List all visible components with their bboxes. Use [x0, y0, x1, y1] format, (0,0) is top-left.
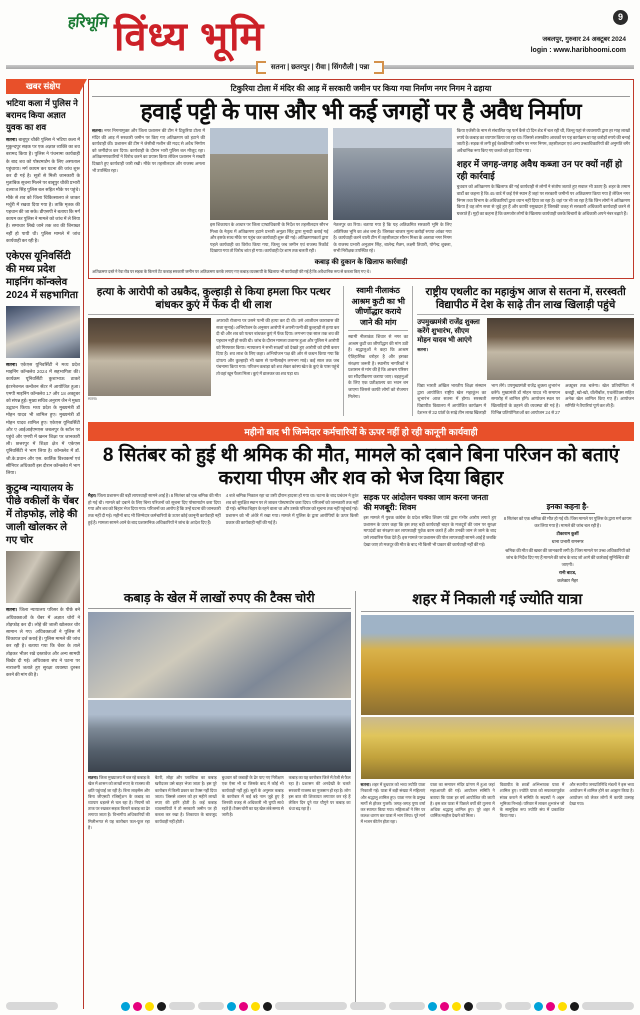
reg-swatch-yellow-3	[452, 1002, 461, 1011]
bottom-right-col-1	[361, 782, 426, 825]
mid-headline: 8 सितंबर को हुई थी श्रमिक की मौत, मामले को दबाने बिना परिजन को बताएं कराया पीएम और शव को भेज दिया बिहार	[102, 445, 620, 490]
print-registration-bar	[0, 999, 640, 1013]
rail-story-3-text: जिला न्यायालय परिसर के पीछे बने अधिवक्ताओं के चेंबर में अज्ञात चोरों ने तोड़फोड़ कर दी। लोहे की जाली खोलकर चोर सामान ले गए। अधिवक्ताओं ने पुलिस में शिकायत दर्ज कराई है। पुलिस मामले की जांच कर रही है। बताया गया कि चेंबर के ताले तोड़कर भीतर रखे दस्तावेज और अन्य सामग्री बिखेर दी गई। अधिवक्ता संघ ने घटना पर नाराजगी जताते हुए सुरक्षा व्यवस्था दुरुस्त करने की मांग की है।	[6, 607, 80, 678]
reg-swatch-cyan-4	[534, 1002, 543, 1011]
tier2-c-col-1	[417, 318, 482, 380]
website-url: login : www.haribhoomi.com	[530, 47, 626, 54]
rail-photo-conclave	[6, 306, 80, 358]
rail-story-3-place: सतना।	[6, 607, 18, 613]
tier2-c-headline: राष्ट्रीय एथलीट का महाकुंभ आज से सतना में, सरस्वती विद्यापीठ में देश के साढ़े तीन लाख खिलाड़ी पहुंचे	[417, 286, 634, 315]
rule-left	[6, 65, 256, 69]
tier2-a-caption: सतना।	[88, 397, 98, 402]
quote-title: इनका कहना है-	[541, 502, 595, 514]
tier2-photo-gate	[88, 318, 211, 396]
bottom-right-col-3-text: विद्यापीठ के छात्रों अभिभावक यात्रा में शामिल हुए। ज्योति यात्रा को सफलतापूर्वक संपन्न कराने में समिति के सदस्यों ने अहम भूमिका निभाई। परिवार में लाकर शुभारंभ जो के सामूहिक रूप ज्योति संघ में प्रकाशित किया गया।	[499, 782, 565, 819]
mid-col-2	[226, 493, 359, 584]
rail-story-2-body	[6, 361, 80, 476]
lead-col-2	[210, 128, 328, 255]
bottom-left-col-1	[88, 775, 150, 831]
quote-1-author: टीकाराम कुशीं	[556, 531, 579, 537]
bottom-right-col-4-text: और स्थानीय जनप्रतिनिधि मंडलों ने इस भव्य आयोजन में शामिल होने का आह्वान किया है। आयोजन को लेकर लोगों में काफी उत्साह देखा गया।	[569, 782, 635, 806]
tier2-story-a	[88, 286, 339, 416]
lead-kicker: टिकुरिया टोला में मंदिर की आड़ में सरकारी जमीन पर किया गया निर्माण नगर निगम ने ढहाया	[92, 83, 630, 97]
quote-2-text: श्रमिक की मौत की खबर की जानकारी लगी है। जिस मामले पर उच्च अधिकारियों को जांच के निर्देश दिए गए हैं मामले की जांच के बाद जो आगे की कार्रवाई सुनिश्चित की जाएगी।	[505, 548, 631, 567]
editions-bar	[6, 62, 634, 72]
haribhoomi-logo: हरिभूमि	[67, 14, 109, 31]
lead-col-1	[92, 128, 205, 255]
bottom-left-col-4-text: कबाड़ का यह कारोबार जिले में तेजी से फैल रहा है। प्रशासन की अनदेखी के चलते सरकारी राजस्व का नुकसान हो रहा है। लोग इस बात की शिकायत लगातार कर रहे हैं लेकिन दिन दूने रात चौगुने पर कबाड़ का धंधा बढ़ रहा है।	[288, 775, 351, 812]
reg-bar-2	[169, 1002, 195, 1010]
rail-photo-chamber	[6, 551, 80, 603]
reg-swatch-black-4	[570, 1002, 579, 1011]
reg-bar-1	[6, 1002, 58, 1010]
bottom-left-col-2	[155, 775, 217, 831]
rule-right	[384, 65, 634, 69]
lead-col-1-text: नगर निगमामुक्त और जिला प्रशासन की टीम ने टिकुरिया टोला में मंदिर की आड़ में सरकारी जमीन पर किए गए अतिक्रमण को हटाने की कार्यवाही की। प्रशासन की टीम ने जेसीबी मशीन की मदद से अवैध निर्माण को जमींदोज कर दिया। कार्यवाही के दौरान भारी पुलिस बल मौजूद रहा। अतिक्रमणकारियों ने विरोध करने का प्रयास किया लेकिन प्रशासन ने सख्ती दिखाते हुए कार्यवाही जारी रखी। मौके पर तहसीलदार और राजस्व अमला भी उपस्थित रहा।	[92, 128, 205, 173]
reg-bar-8	[505, 1002, 531, 1010]
lead-col-3-text: नेतलपुर का रिया। बताया गया है कि यह अतिक्रमित सरकारी भूमि के लिए अतिरिक्त भूमि का अंश बना है। जिसका बाजार मूल्य करोड़ों रुपया आंका गया है। कार्यवाही करने वाली टीम में तहसीलदार सौरभ मिश्रा के अलावा नगर निगम के राजस्व प्रभारी अनुज्ञान सिंह, बालेन्द्र मैत्रम, लक्ष्मी तिवारी, योगेन्द्र शुक्ला, सभी निरीक्षक उपस्थित रहे।	[333, 222, 452, 254]
bottom-right-col-2	[430, 782, 495, 825]
page-number-badge: 9	[613, 10, 628, 25]
bottom-left-col-4	[289, 775, 351, 831]
reg-bar-9	[582, 1002, 634, 1010]
left-rail	[6, 79, 84, 1009]
page-body	[6, 79, 634, 1009]
tier2-a-col-2	[216, 318, 339, 402]
lead-subhead-2-body: अतिक्रमण दस्ते ने रेवा रोड पर सड़क के किनारे टेंट कबाड़ सरकारी जमीन पर अतिक्रमण करके लगाए गए कबाड़ व्यवसायी के खिलाफ भी कार्यवाही की गई है कि अवैधानिक रूप से कब्जा किए गए थे।	[92, 268, 371, 274]
lead-columns	[92, 128, 630, 255]
vindhya-bhoomi-logo: विंध्य भूमि	[114, 15, 265, 59]
bottom-right-place: सतना।	[360, 782, 371, 788]
mid-banner: महीनो बाद भी जिम्मेदार कर्मचारियों के ऊपर नहीं हो रही कानूनी कार्यवाही	[88, 422, 634, 441]
reg-swatch-yellow	[145, 1002, 154, 1011]
rail-story-2-place: सतना।	[6, 362, 18, 368]
quote-2-author: रानी बाटड,	[559, 570, 577, 576]
bottom-row	[88, 591, 634, 1009]
tier2-c-subhead: उपमुख्यमंत्री राजेंद्र शुक्ला करेंगे शुभारंभ, सीएम मोहन यादव भी आएंगे	[417, 319, 480, 345]
rail-story-1-headline: भटिया कला में पुलिस ने बरामद किया अज्ञात युवक का शव	[6, 98, 78, 132]
reg-bar-5	[350, 1002, 386, 1010]
lead-photo-demolition	[210, 128, 328, 220]
bracket-right-icon	[374, 61, 384, 74]
reg-swatch-magenta-2	[239, 1002, 248, 1011]
quote-1-text: 8 सितंबर को एक श्रमिक की मौत हो गई थी। जिस मामले पर पुलिस के द्वारा मर्ग कायम कर लिया गया है। मामले की जांच चल रही है।	[503, 516, 632, 528]
bottom-right-col-3	[500, 782, 565, 825]
lead-photo-crowd	[333, 128, 451, 220]
tier2-a-text: अपराधी रोजाना पर उसने पत्नी की हत्या कर दी थी। उसे आजीवन कारावास की सजा सुनाई। अभियोजन के अनुसार आरोपी ने अपनी पत्नी की कुल्हाड़ी से हत्या कर दी थी और शव को पत्थर बांधकर कुएं में फेंक दिया। लगभग एक साल तक शव की पहचान नहीं हो सकी थी। जांच के दौरान मामला उजागर हुआ और पुलिस ने आरोपी को गिरफ्तार किया। न्यायालय ने सभी साक्ष्यों को देखते हुए आरोपी को दोषी करार दिया है। शव लाश के लिए कहा। अभियोजन पक्ष की ओर से कथन किया गया कि दांपत्य और कुल्हाड़ी भी खास से पत्नीलाईम लगभग माड़े। कई साल तक जब पंचनामा किया गया। परिजन कबाड़ा को शव लेकर कांस्य खेत के कुएं के पास पहुंचे तो वहां खून फैला मिला। कुएं में डालकर का शव पड़ा था।	[216, 318, 340, 376]
reg-swatch-cyan-2	[227, 1002, 236, 1011]
rail-story-3-body	[6, 606, 80, 678]
tier2-b-headline: स्वामी नीलाकंठ आश्रम कुटी का भी जीर्णोद्धार कराये जाने की मांग	[348, 286, 408, 331]
reg-swatch-magenta-3	[440, 1002, 449, 1011]
masthead	[6, 4, 634, 76]
reg-swatch-black-2	[263, 1002, 272, 1011]
bottom-left-col-1-text: जिला मुख्यालय में चल रहे कबाड़ के खेल में शासन को लाखों रुपए के राजस्व की क्षति पहुंचाई जा रही है। बिना लाइसेंस और बिना जीएसटी रजिस्ट्रेशन के कबाड़ का व्यापार धड़ल्ले से चल रहा है। नियमों को ताक पर रखकर सड़क किनारे कबाड़ का ढेर लगाया जाता है। विभागीय अधिकारियों की मिलीभगत से यह कारोबार फल-फूल रहा है।	[88, 775, 150, 830]
mid-col-3	[364, 493, 497, 584]
bottom-photo-yatra	[361, 615, 634, 715]
bottom-left-headline: कबाड़ के खेल में लाखों रुपए की टैक्स चोरी	[88, 591, 351, 609]
reg-swatch-yellow-4	[558, 1002, 567, 1011]
quote-2-role: कलेक्टर मैहर	[557, 578, 578, 584]
rail-story-2-text: एकेएस यूनिवर्सिटी ने मध्य प्रदेश माइनिंग कॉन्क्लेव 2024 में सहभागिता की। कार्यक्रम यूनिवर्सिटी कुशाभाऊ ठाकरे इंटरनेशनल कन्वेंशन सेंटर में आयोजित हुआ। एमपी माइनिंग कॉन्क्लेव 17 और 18 अक्टूबर को संपन्न हुई। मुख्य सचिव अनुराग जैन ने मुख्य उद्घाटन किया। मध्य प्रदेश के मुख्यमंत्री डॉ मोहन यादव भी शामिल हुए। मुख्यमंत्री डॉ मोहन यादव शामिल हुए। एकेएस यूनिवर्सिटी और ए आईआईएमएस जबलपुर के स्टॉल पर पहुंचे और एमपी में खनन शिक्षा पर जानकारी ली। छत्तरपुर में शिक्षा क्षेत्र में एकेएस यूनिवर्सिटी ने भाग लिया है। कॉन्क्लेव में डॉ. जी.के.प्रधान और एस. कार्तिक विश्वकर्मा एवं सीनियर अधिकारी इस दौरान कॉन्क्लेव में भाग लिया।	[6, 362, 80, 476]
divider-2	[412, 286, 413, 416]
lead-headline: हवाई पट्टी के पास और भी कई जगहों पर है अवैध निर्माण	[140, 99, 582, 124]
tier2-a-headline: हत्या के आरोपी को उम्रकैद, कुल्हाड़ी से किया हमला फिर पत्थर बांधकर कुएं में फेंक दी थी लाश	[88, 286, 339, 315]
tier2-row	[88, 286, 634, 416]
mid-col-2-text: 4 बजे श्रमिक निकाल रहा था उसी दौरान हादसा हो गया था। घटना के बाद प्रबंधन ने तुरंत शव को सुरक्षित स्थान पर ले जाकर पोस्टमार्टम करा दिया। परिजनों को जानकारी तक नहीं दी गई। श्रमिक बिहार के रहने वाला था और उसके परिवार को सूचना तक नहीं पहुंचाई गई। प्रशासन को भी अंधेरे में रखा गया। मामले में पुलिस के द्वारा आरोपियों के ऊपर किसी प्रकार की कार्यवाही नहीं की गई है।	[225, 493, 359, 525]
bottom-left-col-3-text: बुधवार को कबाड़ी के ढेर पाए गए निरीक्षण एक ऐसा भी था जिसके बाद में कोई भी कार्यवाही नहीं हुई। सूत्रों के अनुसार कबाड़ के कारोबार में कई बड़े नाम जुड़े हुए हैं जिनकी वजह से अधिकारी भी चुप्पी साधे रहते हैं। टैक्स चोरी का यह खेल लंबे समय से जारी है।	[221, 775, 284, 818]
lead-col-4	[457, 128, 630, 255]
bottom-left-place: सतना।	[88, 775, 99, 781]
bottom-left-col-3	[222, 775, 284, 831]
bottom-photo-truck	[88, 700, 351, 772]
mid-place: मैहर।	[88, 493, 97, 499]
reg-bar-7	[476, 1002, 502, 1010]
lead-subhead-1: शहर में जगह-जगह अवैध कब्जा उन पर क्यों नहीं हो रही कार्रवाई	[456, 159, 623, 182]
content-area	[88, 79, 634, 1009]
bottom-right-headline: शहर में निकाली गई ज्योति यात्रा	[361, 591, 634, 612]
lead-col-3	[333, 128, 451, 255]
reg-swatch-black-3	[464, 1002, 473, 1011]
reg-bar-3	[198, 1002, 224, 1010]
tier2-c-text: विद्या भारती अखिल भारतीय शिक्षा संस्थान द्वारा आयोजित राष्ट्रीय खेल महाकुंभ का शुभारंभ आज सतना में होगा। सरस्वती विद्यापीठ विद्यालय में आयोजित कार्यक्रम में देशभर से 32 प्रांतों के साढ़े तीन लाख खिलाड़ी भाग लेंगे। उपमुख्यमंत्री राजेंद्र शुक्ला शुभारंभ करेंगे। मुख्यमंत्री डॉ मोहन यादव भी समापन समारोह में शामिल होंगे। आयोजन स्थल पर खिलाड़ियों के ठहरने की व्यवस्था की गई है। विभिन्न प्रतियोगिताओं का आयोजन 24 से 27 अक्टूबर तक चलेगा। खेल प्रतियोगिता में कबड्डी, खो-खो, वॉलीबॉल, एथलेटिक्स सहित अनेक खेल शामिल किए गए हैं। आयोजन समिति ने तैयारियां पूर्ण कर ली हैं।	[417, 383, 634, 415]
lead-col-4-body: बुधवार को अतिक्रमण के खिलाफ की गई कार्यवाही से लोगों ने संतोष जताते हुए सवाल भी उठाए हैं। शहर के तमाम वार्डों का कहना है कि 45 वार्ड में कई ऐसे स्थान हैं जहां पर सरकारी जमीनों पर अतिक्रमण किया गया है लेकिन नगर निगम तथा विभाग के अधिकारियों द्वारा ध्यान नहीं दिया जा रहा है। वहां पर भी जा रहा है कि जिन लोगों ने अतिक्रमण किया है वह लोग सत्ता से जुड़े हुए हैं और काफी रसूखदार है जिसकी वजह से सरकारी अधिकारी कार्यवाही करने से घबराते हैं। मुद्दों का कहना है कि कमजोर लोगों के खिलाफ कार्यवाही करके बिचारों के अधिकारी अपने नंबर बढ़ाते हैं।	[456, 184, 630, 216]
lead-col-2-text: इस शिकायत के आधार पर जिला दण्डाधिकारी के निर्देश पर तहसीलदार सौरभ मिश्रा के नेतृत्व में अतिक्रमण हटाने प्रभारी अनुज्ञा सिंह द्वारा मुनादी कराई गई और इसके साथ मौके पर पहुंच कर कार्यवाही शुरू की गई। अतिक्रमणकर्ता द्वारा पहले कार्यवाही का विरोध किया गया, किन्तु जब जमीन एवं राजस्व रिकॉर्ड दिखाया गया तो विरोध शांत हो गया। कार्यवाही देर शाम तक चलती रही।	[209, 222, 329, 254]
rail-story-2-headline: एकेएस यूनिवर्सिटी की मध्य प्रदेश माइनिंग कॉन्क्लेव 2024 में सहभागिता	[6, 251, 78, 302]
lead-subhead-2: कबाड़ की दुकान के खिलाफ कार्रवाही	[314, 258, 408, 266]
reg-bar-4	[275, 1002, 347, 1010]
reg-swatch-black	[157, 1002, 166, 1011]
tier2-photo-dais	[487, 318, 634, 380]
tier2-c-col-2	[487, 318, 634, 380]
lead-col-4-top: किया एजेंसी के नाम से संचालित यह फर्म कैसे दो दिन शेड में चल रही थी, किन्तु यहां से व्यवसायी द्वारा हर माह लाखों रुपये के कबाड़ का व्यापार किया जा रहा था। जिससे शासकीय आवकों पर यह कार्यक्रम था यह करोड़ों रुपये की बनाई जाती है। सड़क से लगी हुई बेशकीमती जमीन पर नगर निगम, तहसीलदार एवं अन्य उच्चाधिकारियों की अनुमति बगैर अवैधानिक रूप किए गए कब्जे को हटा दिया गया।	[456, 128, 630, 153]
khabar-sankshep-tab: खबर संक्षेप	[6, 79, 80, 94]
mid-col-3-text: इस मामले में युवक कांग्रेस के प्रदेश सचिव शिवम पांडे द्वारा गंभीर आरोप लगाते हुए प्रशासन के ऊपर कहा कि इस तरह बड़ी कार्यवाही बाहर के मजदूरों की जान पर सुरक्षा मापदंडों का संरक्षण कर लापरवाही पूर्वक काम करते हैं और उनकी जान ले जाने के बाद उसे लावारिस फेंक देते हैं। इस मामले पर प्रशासन की पोल लापरवाही सामने आई है जबकि देखा जाए तो मजदूर की मौत के बाद भी किसी भी प्रकार की कार्यवाही नहीं की गई।	[363, 515, 497, 547]
rail-story-1-body	[6, 136, 80, 244]
editions-list: सतना | छतरपुर | रीवा | सिंगरौली | पन्ना	[270, 63, 370, 71]
tier2-b-text: स्वामी नीलाकंठ शिवार से नगर का आश्रम कुटी का जीर्णोद्धार की मांग उठी है। श्रद्धालुओं ने कहा कि आश्रम ऐतिहासिक धरोहर है और इसका संरक्षण जरूरी है। स्थानीय नागरिकों ने प्रशासन से मांग की है कि आश्रम परिसर का सौंदर्यीकरण कराया जाए। बड़हनुओं के लिए एक प्रतीक्षालय का भवन बन जाएगा जिससे काफी लोगों को रोजगार मिलेगा।	[348, 334, 409, 399]
divider-1	[343, 286, 344, 416]
bottom-story-right	[361, 591, 634, 1009]
mid-col-1-text: जिला प्रशासन की बड़ी लापरवाही सामने आई है। 8 सितंबर को एक श्रमिक की मौत हो गई थी। मामले को दबाने के लिए बिना परिजनों को सूचना दिए पोस्टमार्टम करा दिया गया और शव को बिहार भेज दिया गया। परिजनों का आरोप है कि उन्हें घटना की जानकारी तक नहीं दी गई। महीनों बाद भी जिम्मेदार कर्मचारियों के ऊपर कोई कानूनी कार्यवाही नहीं हुई है। मामला सामने आने के बाद प्रशासनिक अधिकारियों ने जांच के आदेश दिए हैं।	[88, 493, 221, 525]
bottom-story-left	[88, 591, 356, 1009]
rail-story-1-text: बाबूपुर चौकी पुलिस ने भटिया कला में मुकुन्दपुर सड़क पर एक अज्ञात व्यक्ति का शव बरामद किया है। पुलिस ने पंचनामा कार्यवाही के बाद शव को पोस्टमार्टम के लिए अस्पताल पहुंचाया। मर्ग कायम कर घटना की जांच शुरू कर दी गई है। सूत्रों से मिली जानकारी के मुताबिक सूचना मिलने पर बाबूपुर चौकी प्रभारी दलराज सिंह पुलिस बल सहित मौके पर पहुंचे। मौके से शव को जिला चिकित्सालय ले जाकर मर्चुरी में रखवा दिया गया है। ताकि मृतक की पहचान की जा सके। डीएसपी ने बताया कि मर्ग कायम कर पुलिस ने मामले को जांच में ले लिया है। समाचार लिखे जाने तक शव की शिनाख्त नहीं हो पायी थी। पुलिस मामले में जांच कार्यवाही कर रही है।	[6, 137, 80, 243]
mid-columns	[88, 493, 634, 584]
rail-story-3-headline: कुटुम्ब न्यायालय के पीछे वकीलों के चेंबर में तोड़फोड़, लोहे की जाली खोलकर ले गए चोर	[6, 483, 79, 547]
bottom-photo-scrap	[88, 612, 351, 698]
reg-swatch-cyan-3	[428, 1002, 437, 1011]
dateline: जबलपुर, गुरुवार 24 अक्टूबर 2024	[542, 36, 626, 43]
tier2-a-col-1	[88, 318, 211, 402]
mid-subhead: सड़क पर आंदोलन चक्का जाम करना जनता की मजबूरी: शिवम	[363, 493, 489, 513]
mid-col-1	[88, 493, 221, 584]
bottom-right-col-2-text: यात्रा का समापन मंदिर प्रांगण में हुआ जहां महाआरती की गई। आयोजन समिति ने बताया कि यात्रा हर वर्ष आयोजित की जाती है। इस बार यात्रा में पिछले वर्षों की तुलना में अधिक श्रद्धालु शामिल हुए। पूरे शहर में धार्मिक माहौल देखने को मिला।	[430, 782, 495, 819]
reg-bar-6	[389, 1002, 425, 1010]
mid-col-4-quotes	[501, 493, 634, 584]
bottom-photo-yatra-2	[361, 717, 634, 779]
reg-swatch-cyan	[121, 1002, 130, 1011]
tier2-story-c	[417, 286, 634, 416]
quote-1-role: थाना प्रभारी रामनगर	[551, 539, 584, 545]
tier2-story-b	[348, 286, 408, 416]
mid-story-block	[88, 419, 634, 584]
bottom-right-col-4	[569, 782, 634, 825]
reg-swatch-yellow-2	[251, 1002, 260, 1011]
reg-swatch-magenta	[133, 1002, 142, 1011]
tier2-c-place: सतना।	[417, 347, 428, 353]
quote-box	[501, 496, 634, 516]
rail-story-1-place: सतना।	[6, 137, 18, 142]
lead-story-block	[88, 79, 634, 279]
bottom-right-col-1-text: शहर में बुधवार को भव्य ज्योति यात्रा निकाली गई। यात्रा में बड़ी संख्या में महिलाएं और श्रद्धालु शामिल हुए। यात्रा नगर के प्रमुख मार्गों से होकर गुजरी। जगह-जगह पुष्प वर्षा कर स्वागत किया गया। महिलाओं ने सिर पर कलश धारण कर यात्रा में भाग लिया। पूरे मार्ग में भजन कीर्तन होता रहा।	[360, 782, 426, 825]
lead-place: सतना।	[92, 128, 103, 133]
bracket-left-icon	[256, 61, 266, 74]
bottom-left-col-2-text: बैटरी, लोहा और प्लास्टिक का कबाड़ खरीदकर उसे बाहर भेजा जाता है। इस पूरे कारोबार में किसी प्रकार का टैक्स नहीं दिया जाता। जिससे शासन को हर महीने लाखों रुपए की हानि होती है। कई कबाड़ व्यवसायियों ने तो सरकारी जमीन पर ही कब्जा कर रखा है। शिकायत के बावजूद कार्यवाही नहीं होती।	[154, 775, 217, 824]
reg-swatch-magenta-4	[546, 1002, 555, 1011]
